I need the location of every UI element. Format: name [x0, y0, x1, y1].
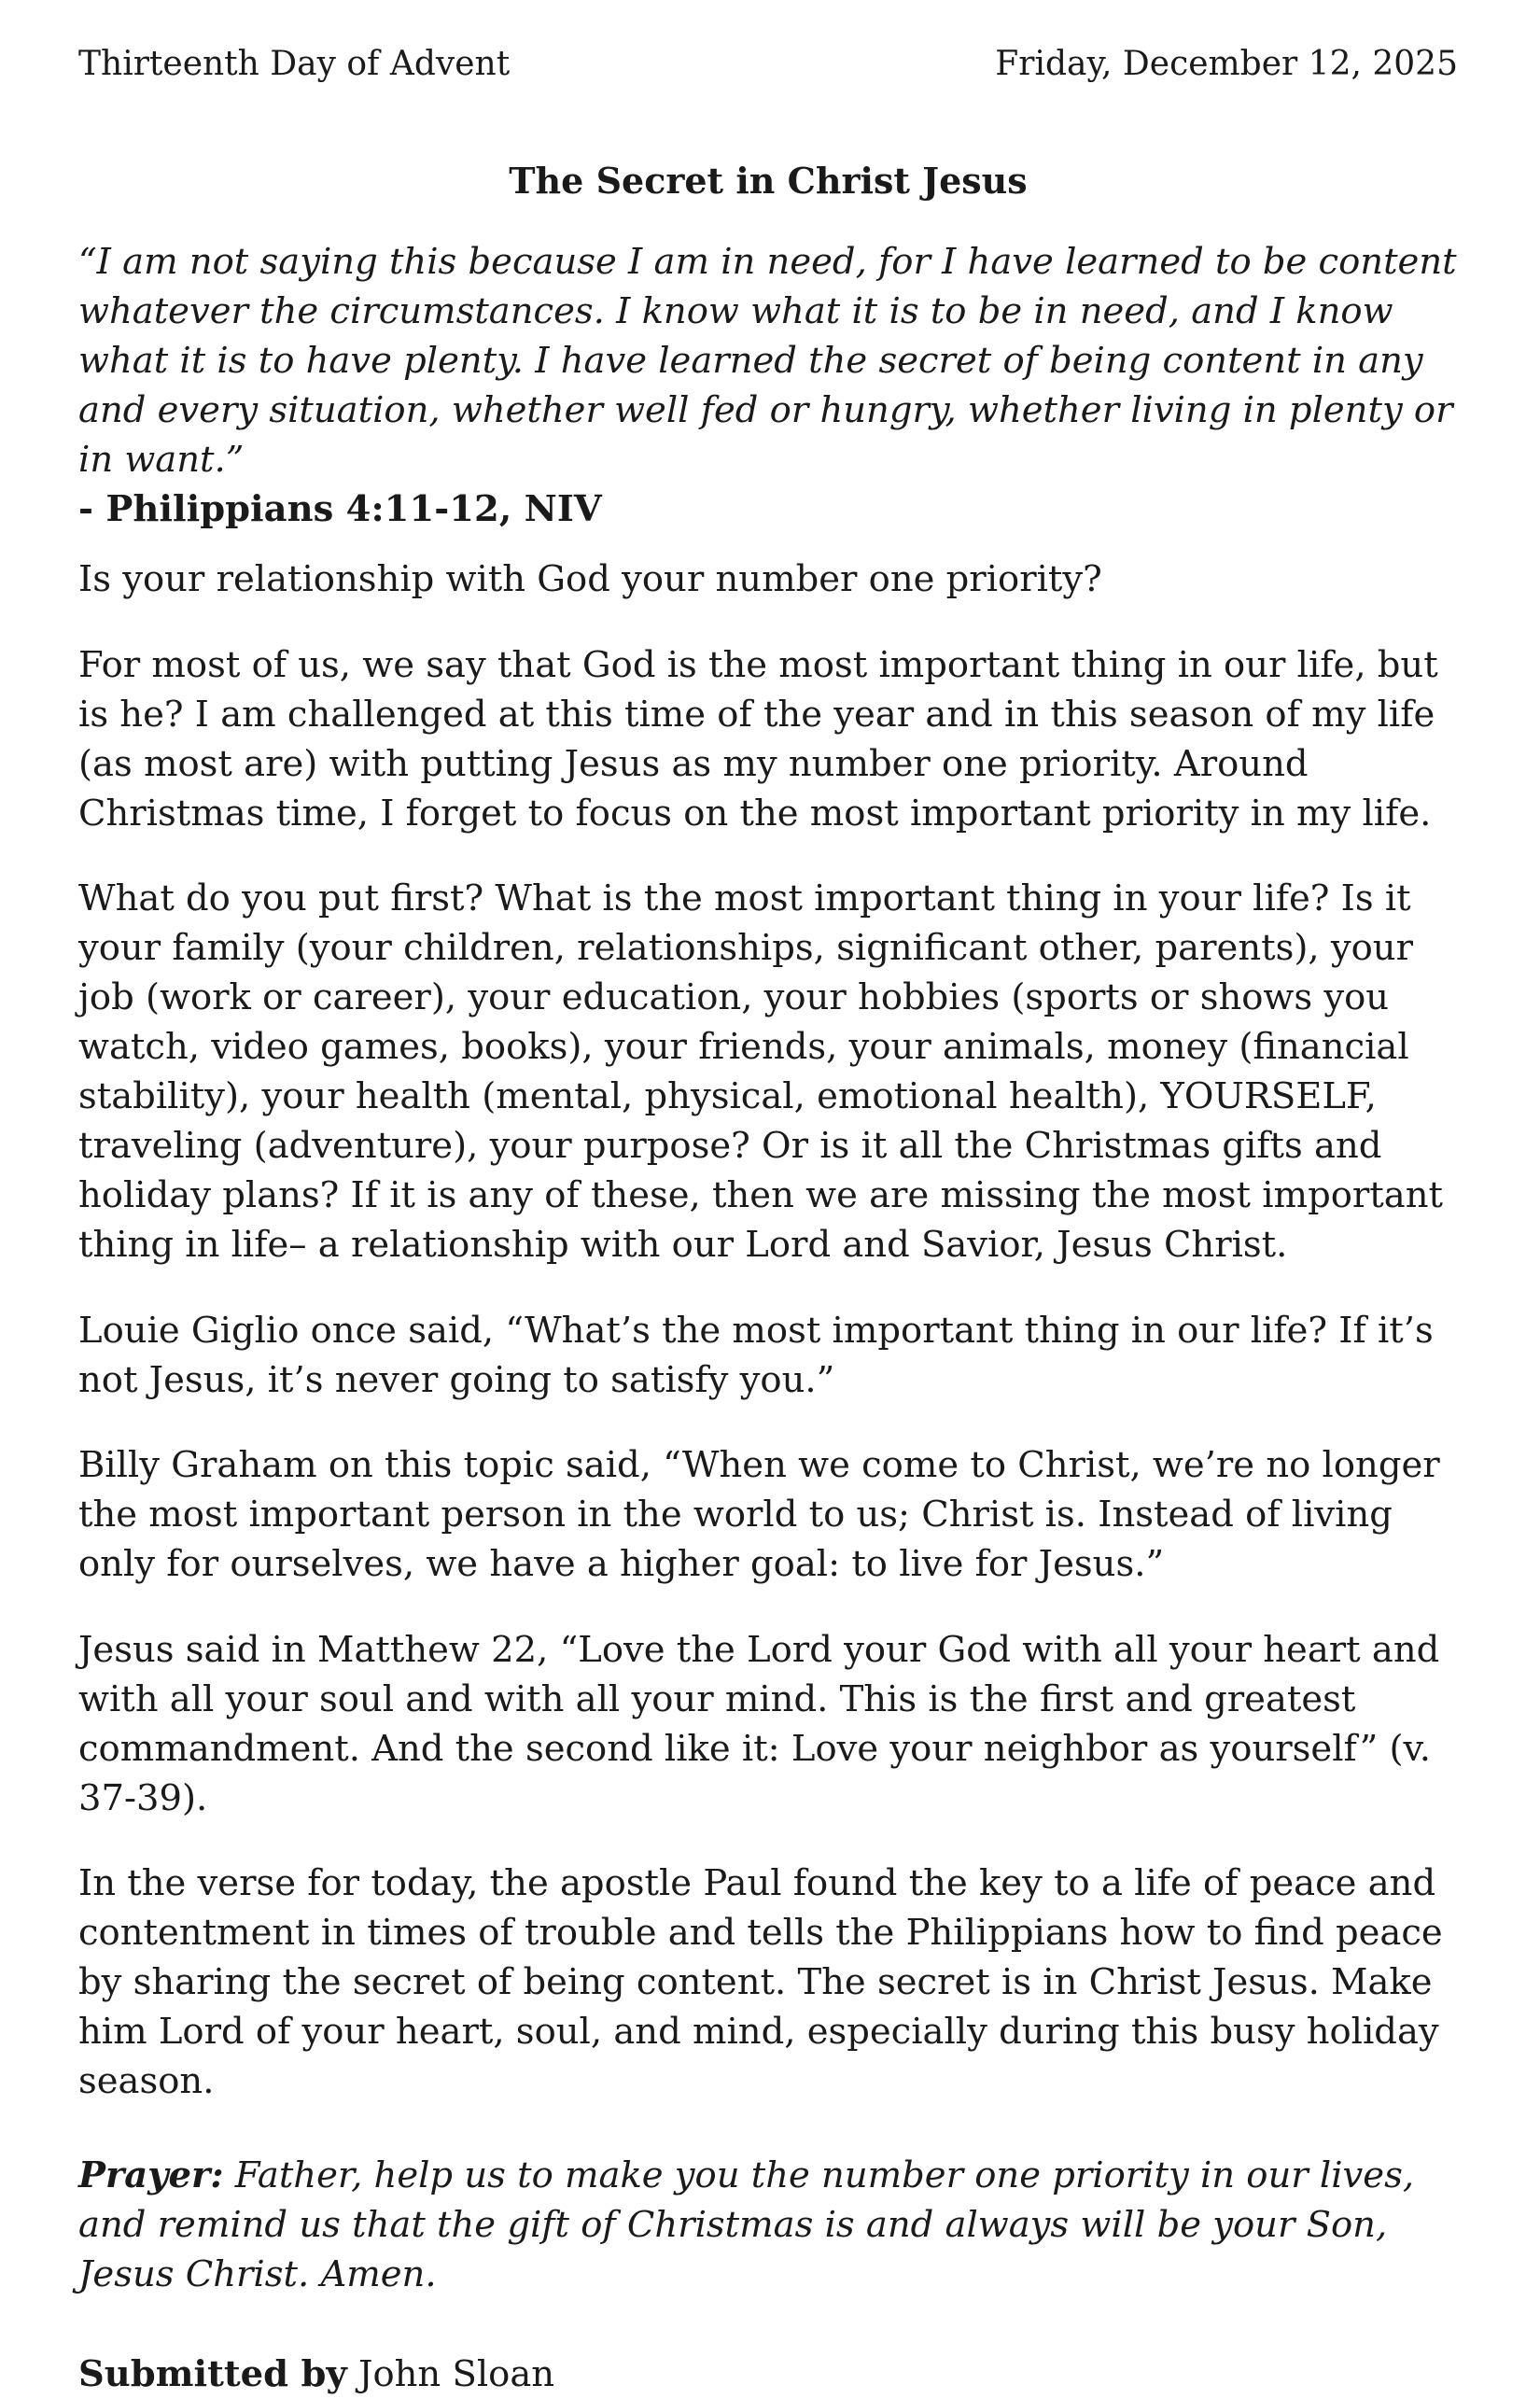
paragraph-matthew-22: Jesus said in Matthew 22, “Love the Lord your God with all your heart and with all your soul and with all your mind. This is the first and greatest commandment. And the second like it: Love your neighbor as yourself” (v. 37-39).: [78, 1628, 1440, 1819]
paragraph-conclusion: In the verse for today, the apostle Paul found the key to a life of peace and contentment in times of trouble and tells the Philippians how to find peace by sharing the secret of being content. The secret is in Christ Jesus. Make him Lord of your heart, soul, and mind, especially during this busy holiday season.: [78, 1862, 1443, 2102]
scripture-verse: “I am not saying this because I am in need, for I have learned to be content whatever the circumstances. I know what it is to be in need, and I know what it is to have plenty. I have learned the secret of being content in any and every situation, whether well fed or hungry, whether living in plenty or in want.”: [78, 241, 1457, 481]
advent-day-label: Thirteenth Day of Advent: [78, 45, 511, 83]
date-label: Friday, December 12, 2025: [995, 45, 1458, 83]
page-header: [78, 41, 1458, 88]
paragraph-graham-quote: Billy Graham on this topic said, “When we come to Christ, we’re no longer the most important person in the world to us; Christ is. Instead of living only for ourselves, we have a higher goal: to live for Jesus.”: [78, 1444, 1440, 1585]
prayer-text: Father, help us to make you the number one priority in our lives, and remind us that the gift of Christmas is and always will be your Son, Jesus Christ. Amen.: [78, 2154, 1415, 2295]
paragraph-what-first: What do you put first? What is the most important thing in your life? Is it your family (your children, relationships, significant other, parents), your job (work or career), your education, your hobbies (sports or shows you watch, video games, books), your friends, your animals, money (financial stability), your health (mental, physical, emotional health), YOURSELF, traveling (adventure), your purpose? Or is it all the Christmas gifts and holiday plans? If it is any of these, then we are missing the most important thing in life– a relationship with our Lord and Savior, Jesus Christ.: [78, 877, 1443, 1266]
paragraph-question: Is your relationship with God your number one priority?: [78, 558, 1102, 600]
paragraph-giglio-quote: Louie Giglio once said, “What’s the most important thing in our life? If it’s not Jesus, it’s never going to satisfy you.”: [78, 1309, 1434, 1401]
submitted-by-label: Submitted by: [78, 2353, 347, 2395]
devotional-title: The Secret in Christ Jesus: [509, 160, 1028, 202]
prayer-label: Prayer:: [78, 2154, 224, 2196]
submitted-by: [78, 2350, 1458, 2399]
prayer-block: [78, 2151, 1458, 2299]
paragraph-priority: For most of us, we say that God is the most important thing in our life, but is he? I am challenged at this time of the year and in this season of my life (as most are) with putting Jesus as my number one priority. Around Christmas time, I forget to focus on the most important priority in my life.: [78, 643, 1438, 835]
devotional-page: [78, 41, 1458, 2399]
scripture-citation: - Philippians 4:11-12, NIV: [78, 488, 602, 530]
author-name: John Sloan: [346, 2353, 555, 2395]
